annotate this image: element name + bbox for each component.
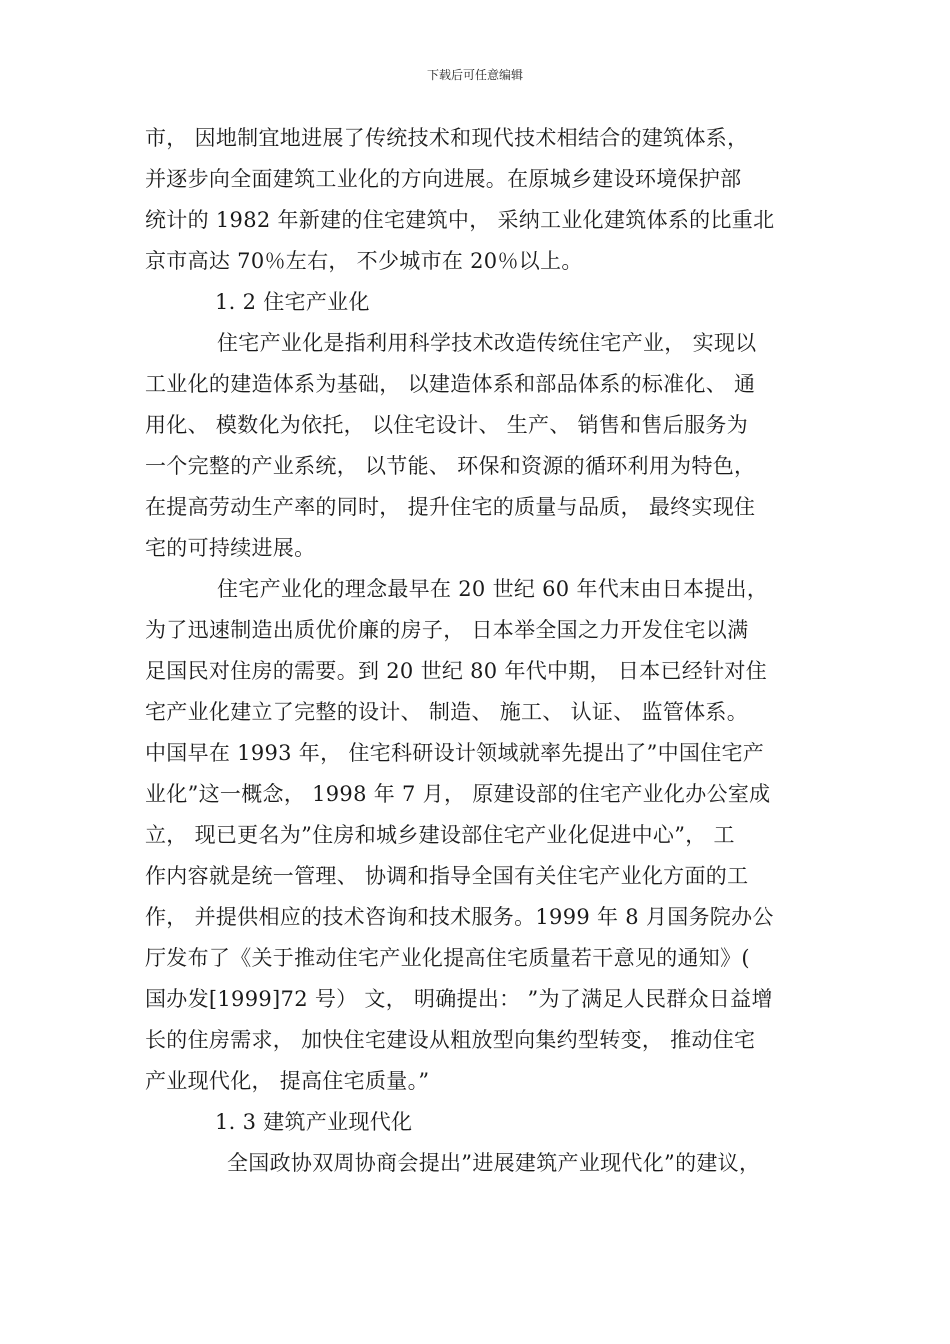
text-line: 宅产业化建立了完整的设计、 制造、 施工、 认证、 监管体系。 [145, 700, 748, 724]
text-line: 全国政协双周协商会提出”进展建筑产业现代化”的建议， [227, 1151, 761, 1175]
text-line: 一个完整的产业系统， 以节能、 环保和资源的循环利用为特色， [145, 454, 756, 478]
text-line: 用化、 模数化为依托， 以住宅设计、 生产、 销售和售后服务为 [145, 413, 748, 437]
text-line: 宅的可持续进展。 [145, 536, 316, 560]
text-line: 国办发[1999]72 号） 文， 明确提出： ”为了满足人民群众日益增 [145, 987, 773, 1011]
text-line: 厅发布了《关于推动住宅产业化提高住宅质量若干意见的通知》( [145, 946, 750, 970]
section-heading: 1. 2 住宅产业化 [215, 290, 370, 314]
text-line: 业化”这一概念， 1998 年 7 月， 原建设部的住宅产业化办公室成 [145, 782, 771, 806]
document-body [145, 118, 825, 1184]
text-line: 住宅产业化的理念最早在 20 世纪 60 年代末由日本提出， [217, 577, 769, 601]
text-line: 为了迅速制造出质优价廉的房子， 日本举全国之力开发住宅以满 [145, 618, 749, 642]
text-line: 足国民对住房的需要。到 20 世纪 80 年代中期， 日本已经针对住 [145, 659, 768, 683]
text-line: 在提高劳动生产率的同时， 提升住宅的质量与品质， 最终实现住 [145, 495, 756, 519]
text-line: 作内容就是统一管理、 协调和指导全国有关住宅产业化方面的工 [145, 864, 749, 888]
text-line: 产业现代化， 提高住宅质量。” [145, 1069, 430, 1093]
text-line: 中国早在 1993 年， 住宅科研设计领域就率先提出了”中国住宅产 [145, 741, 765, 765]
section-heading: 1. 3 建筑产业现代化 [215, 1110, 413, 1134]
page-header: 下载后可任意编辑 [426, 68, 523, 82]
text-line: 并逐步向全面建筑工业化的方向进展。在原城乡建设环境保护部 [145, 167, 742, 191]
text-line: 住宅产业化是指利用科学技术改造传统住宅产业， 实现以 [217, 331, 757, 355]
text-line: 工业化的建造体系为基础， 以建造体系和部品体系的标准化、 通 [145, 372, 756, 396]
text-line: 立， 现已更名为”住房和城乡建设部住宅产业化促进中心”， 工 [145, 823, 735, 847]
text-line: 京市高达 70％左右， 不少城市在 20％以上。 [145, 249, 583, 273]
text-line: 长的住房需求， 加快住宅建设从粗放型向集约型转变， 推动住宅 [145, 1028, 756, 1052]
text-line: 市， 因地制宜地进展了传统技术和现代技术相结合的建筑体系， [145, 126, 749, 150]
text-line: 统计的 1982 年新建的住宅建筑中， 采纳工业化建筑体系的比重北 [145, 208, 775, 232]
text-line: 作， 并提供相应的技术咨询和技术服务。1999 年 8 月国务院办公 [145, 905, 774, 929]
